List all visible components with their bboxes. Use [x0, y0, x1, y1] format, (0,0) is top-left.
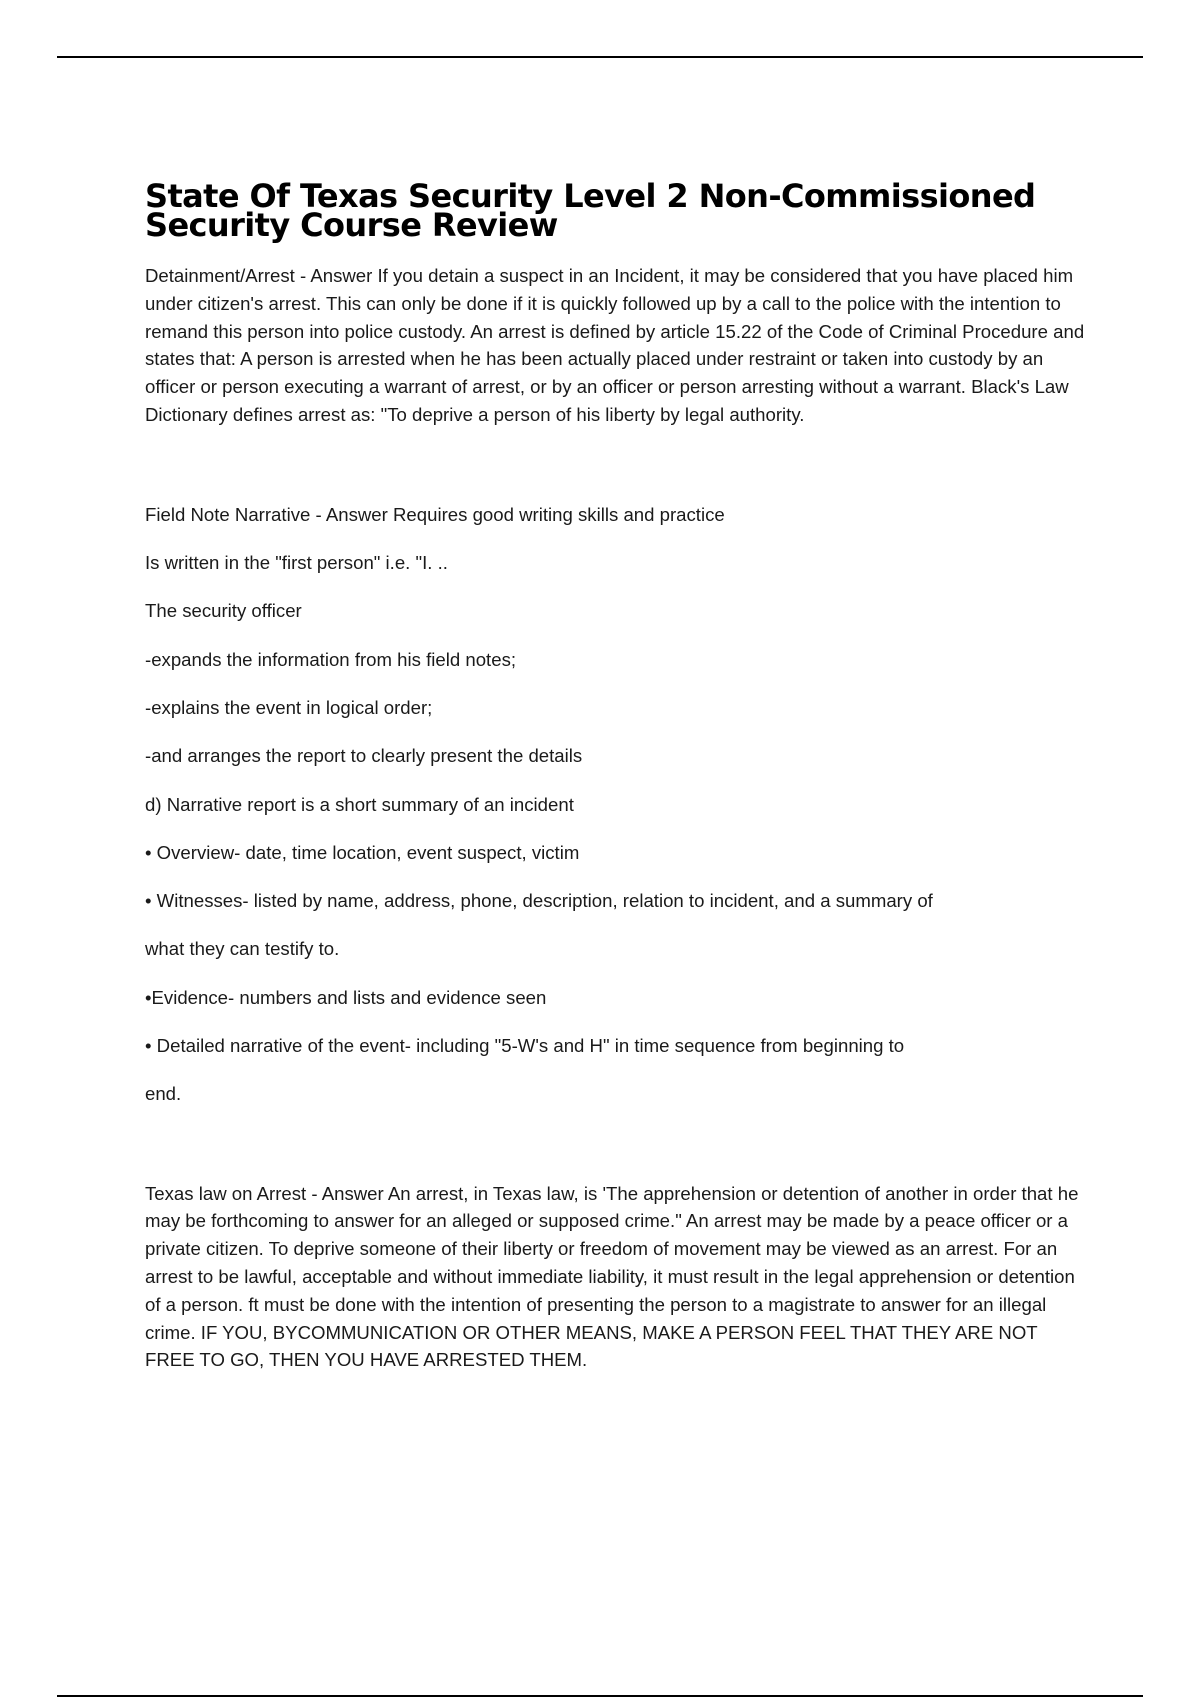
page-title: State Of Texas Security Level 2 Non-Commissioned Security Course Review	[145, 177, 1036, 244]
list-item: •Evidence- numbers and lists and evidence seen	[145, 986, 547, 1008]
list-item: Is written in the "first person" i.e. "I. ..	[145, 552, 448, 574]
list-item: -expands the information from his field notes;	[145, 648, 517, 670]
list-item: d) Narrative report is a short summary of an incident	[145, 793, 574, 815]
list-item: The security officer	[145, 600, 302, 622]
document-body	[145, 177, 1090, 1374]
list-item: -and arranges the report to clearly present the details	[145, 745, 583, 767]
top-rule	[57, 56, 1143, 58]
field-note-narrative-list	[145, 491, 1090, 1119]
list-item: what they can testify to.	[145, 938, 340, 960]
list-item: -explains the event in logical order;	[145, 696, 433, 718]
bottom-rule	[57, 1695, 1143, 1697]
list-item: end.	[145, 1083, 182, 1105]
list-item: • Detailed narrative of the event- including "5-W's and H" in time sequence from beginning to	[145, 1035, 905, 1057]
list-item: Field Note Narrative - Answer Requires good writing skills and practice	[145, 503, 725, 525]
list-item: • Witnesses- listed by name, address, phone, description, relation to incident, and a summary of	[145, 890, 933, 912]
texas-law-arrest-paragraph: Texas law on Arrest - Answer An arrest, in Texas law, is 'The apprehension or detention of another in order that he may be forthcoming to answer for an alleged or supposed crime." An arrest may be made by a peace officer or a private citizen. To deprive someone of their liberty or freedom of movement may be viewed as an arrest. For an arrest to be lawful, acceptable and without immediate liability, it must result in the legal apprehension or detention of a person. ft must be done with the intention of presenting the person to a magistrate to answer for an illegal crime. IF YOU, BYCOMMUNICATION OR OTHER MEANS, MAKE A PERSON FEEL THAT THEY ARE NOT FREE TO GO, THEN YOU HAVE ARRESTED THEM.	[145, 1182, 1079, 1371]
detainment-arrest-paragraph: Detainment/Arrest - Answer If you detain a suspect in an Incident, it may be considered that you have placed him under citizen's arrest. This can only be done if it is quickly followed up by a call to the police with the intention to remand this person into police custody. An arrest is defined by article 15.22 of the Code of Criminal Procedure and states that: A person is arrested when he has been actually placed under restraint or taken into custody by an officer or person executing a warrant of arrest, or by an officer or person arresting without a warrant. Black's Law Dictionary defines arrest as: "To deprive a person of his liberty by legal authority.	[145, 265, 1085, 425]
list-item: • Overview- date, time location, event suspect, victim	[145, 841, 580, 863]
